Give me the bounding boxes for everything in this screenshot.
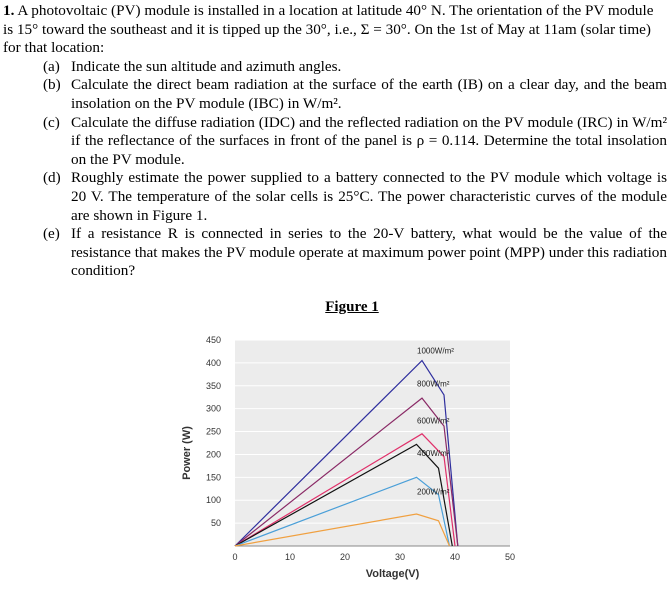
y-tick-label: 200 xyxy=(205,449,221,460)
part-text: Calculate the diffuse radiation (IDC) and the reflected radiation on the PV module (IRC) in W/m² if the reflectance of the surfaces in front of the panel is ρ = 0.114. Determine the total insolation on the PV module. xyxy=(71,113,667,168)
curve-label-0: 1000W/m² xyxy=(417,346,454,356)
part-label: (d) xyxy=(43,169,61,187)
part-label: (b) xyxy=(43,76,61,94)
part-d xyxy=(3,169,667,225)
curve-label-2: 600W/m² xyxy=(417,416,450,426)
part-label: (c) xyxy=(43,113,60,131)
x-tick-label: 50 xyxy=(504,552,516,562)
x-tick-label: 10 xyxy=(284,552,296,562)
curve-label-3: 400W/m² xyxy=(417,448,450,458)
y-axis-label: Power (W) xyxy=(181,426,193,480)
intro-text: A photovoltaic (PV) module is installed in a location at latitude 40° N. The orientation of the PV module is 15° toward the southeast and it is tipped up the 30°, i.e., Σ = 30°. On the 1st of May at 11am (solar time) for that location: xyxy=(3,2,654,57)
x-tick-label: 40 xyxy=(449,552,461,562)
y-tick-label: 450 xyxy=(205,335,221,345)
x-tick-label: 0 xyxy=(232,552,238,562)
plot-background xyxy=(235,340,510,546)
part-text: Calculate the direct beam radiation at the surface of the earth (IB) on a clear day, and the beam insolation on the PV module (IBC) in W/m². xyxy=(71,76,667,112)
problem-intro xyxy=(3,2,667,58)
x-axis-label: Voltage(V) xyxy=(365,568,420,580)
y-tick-label: 300 xyxy=(205,403,221,414)
part-a xyxy=(3,58,667,77)
y-tick-label: 100 xyxy=(205,495,221,506)
part-text: Indicate the sun altitude and azimuth angles. xyxy=(71,57,342,75)
part-e xyxy=(3,225,667,281)
x-tick-label: 30 xyxy=(394,552,406,562)
part-b xyxy=(3,76,667,113)
part-text: Roughly estimate the power supplied to a battery connected to the PV module which voltage is 20 V. The temperature of the solar cells is 25°C. The power characteristic curves of the module are shown in Figure 1. xyxy=(71,169,667,224)
figure-title: Figure 1 xyxy=(325,299,379,315)
y-tick-label: 250 xyxy=(205,426,221,437)
y-tick-label: 350 xyxy=(205,380,221,391)
problem-number: 1. xyxy=(3,2,15,19)
power-voltage-chart xyxy=(165,326,525,588)
part-label: (a) xyxy=(43,57,60,75)
x-tick-label: 20 xyxy=(339,552,351,562)
part-label: (e) xyxy=(43,225,60,243)
curve-label-4: 200W/m² xyxy=(417,487,450,497)
y-tick-label: 400 xyxy=(205,357,221,368)
part-c xyxy=(3,114,667,170)
y-tick-label: 50 xyxy=(210,518,221,529)
curve-label-1: 800W/m² xyxy=(417,379,450,389)
parts-list xyxy=(3,58,667,281)
problem-statement xyxy=(3,2,667,281)
y-tick-label: 150 xyxy=(205,472,221,483)
part-text: If a resistance R is connected in series to the 20-V battery, what would be the value of the resistance that makes the PV module operate at maximum power point (MPP) under this radiation condition? xyxy=(71,225,667,280)
